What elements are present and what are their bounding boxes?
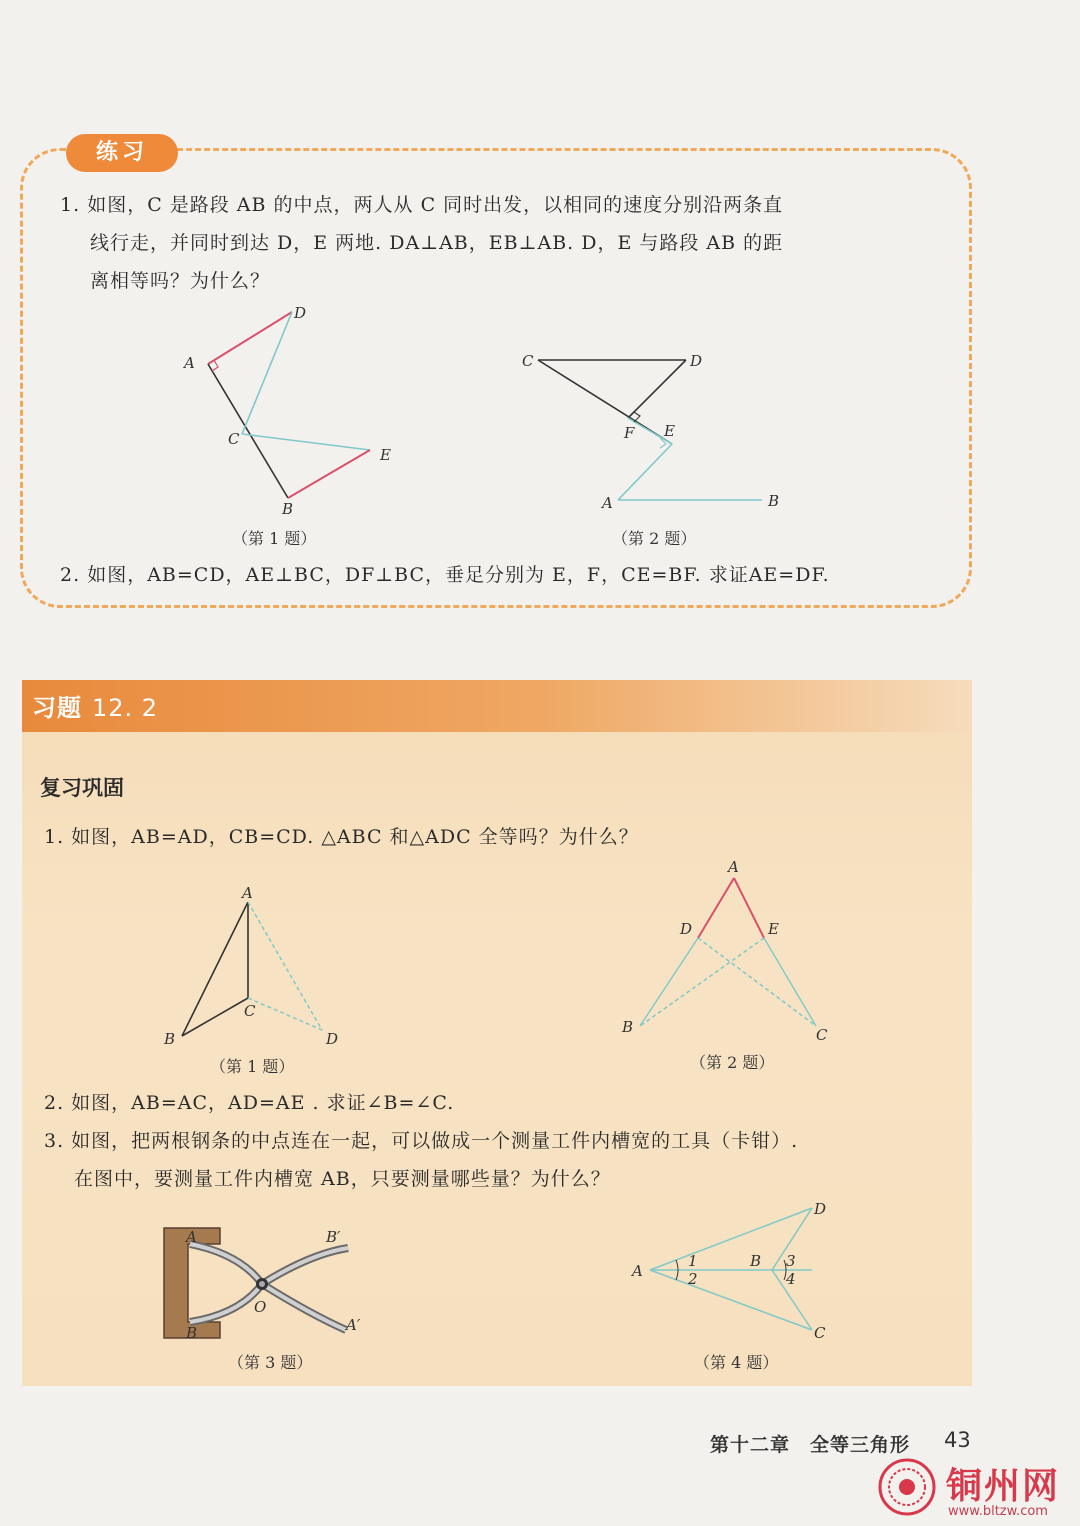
ex3-label-o: O [254,1298,267,1316]
fig2-label-b: B [768,492,780,510]
exercise-fig1-caption: （第 1 题） [210,1057,295,1076]
watermark-logo-icon [876,1456,938,1518]
practice-figure-1 [170,300,410,520]
ex4-angle-3: 3 [786,1252,796,1270]
ex1-label-c: C [244,1002,256,1020]
ex3-label-a: A [186,1228,197,1246]
exercise-q1: 1. 如图，AB=AD，CB=CD. △ABC 和△ADC 全等吗？为什么？ [44,826,639,848]
ex1-label-a: A [242,884,253,902]
exercise-fig2-caption: （第 2 题） [690,1053,775,1072]
practice-figure-2 [510,340,800,520]
exercise-figure-4 [626,1196,846,1346]
practice-fig2-caption: （第 2 题） [612,529,697,548]
exercise-fig3-caption: （第 3 题） [228,1353,313,1372]
ex4-angle-4: 4 [786,1270,796,1288]
exercise-title: 习题 12. 2 [32,694,159,722]
fig2-label-d: D [690,352,703,370]
ex1-label-b: B [164,1030,176,1048]
fig2-label-c: C [522,352,534,370]
ex4-label-a: A [632,1262,643,1280]
practice-tag: 练习 [66,134,178,172]
ex4-label-c: C [814,1324,826,1342]
fig1-label-c: C [228,430,240,448]
fig1-label-a: A [184,354,195,372]
section-title: 复习巩固 [40,776,124,800]
exercise-figure-3 [150,1214,390,1354]
practice-q1-line1: 1. 如图，C 是路段 AB 的中点，两人从 C 同时出发，以相同的速度分别沿两条直 [60,194,784,216]
exercise-q3-line2: 在图中，要测量工件内槽宽 AB，只要测量哪些量？为什么？ [74,1168,611,1190]
ex2-label-b: B [622,1018,634,1036]
watermark-name: 铜州网 [946,1465,1061,1507]
practice-q1-line2: 线行走，并同时到达 D，E 两地. DA⊥AB，EB⊥AB. D，E 与路段 AB 的距 [90,232,784,254]
exercise-q3-line1: 3. 如图，把两根钢条的中点连在一起，可以做成一个测量工件内槽宽的工具（卡钳）. [44,1130,799,1152]
chapter-title: 第十二章 全等三角形 [710,1434,911,1456]
practice-q2: 2. 如图，AB=CD，AE⊥BC，DF⊥BC，垂足分别为 E，F，CE=BF. 求证AE=DF. [60,564,830,586]
page-number: 43 [944,1428,971,1452]
exercise-header [22,680,972,732]
ex3-label-a-prime: A′ [346,1316,361,1334]
ex4-label-b: B [750,1252,762,1270]
practice-fig1-caption: （第 1 题） [232,529,317,548]
exercise-q2: 2. 如图，AB=AC，AD=AE . 求证∠B=∠C. [44,1092,455,1114]
ex2-label-e: E [768,920,779,938]
exercise-figure-2 [610,856,850,1046]
ex4-angle-1: 1 [688,1252,698,1270]
ex1-label-d: D [326,1030,339,1048]
fig1-label-d: D [294,304,307,322]
ex4-label-d: D [814,1200,827,1218]
practice-q1-line3: 离相等吗？为什么？ [90,270,271,292]
ex2-label-d: D [680,920,693,938]
fig1-label-e: E [380,446,391,464]
ex2-label-c: C [816,1026,828,1044]
exercise-fig4-caption: （第 4 题） [694,1353,779,1372]
fig2-label-e: E [664,422,675,440]
ex3-label-b: B [186,1324,198,1342]
ex2-label-a: A [728,858,739,876]
ex4-angle-2: 2 [688,1270,698,1288]
ex3-label-b-prime: B′ [326,1228,341,1246]
fig2-label-f: F [624,424,635,442]
fig2-label-a: A [602,494,613,512]
exercise-figure-1 [150,880,370,1060]
fig1-label-b: B [282,500,294,518]
watermark-url: www.bltzw.com [948,1504,1048,1519]
